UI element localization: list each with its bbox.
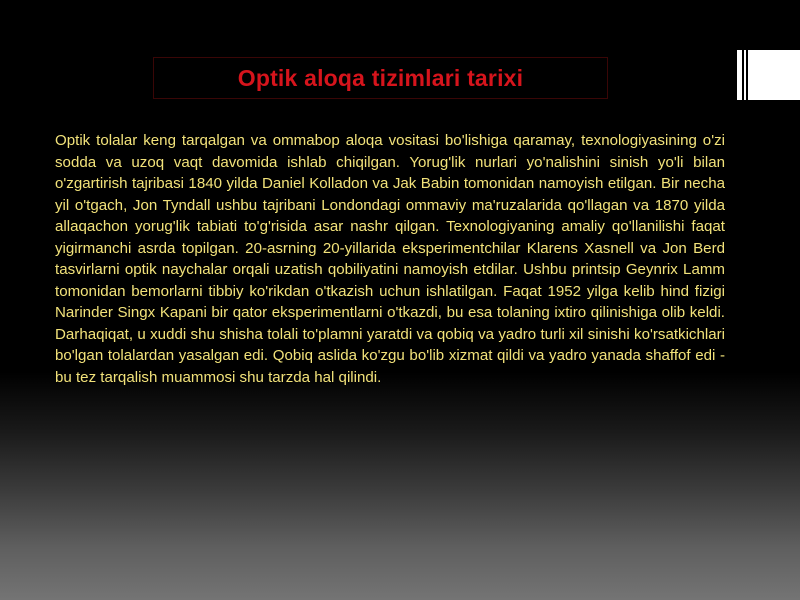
- title-box: [153, 57, 608, 99]
- slide-body-text: Optik tolalar keng tarqalgan va ommabop aloqa vositasi bo'lishiga qaramay, texnologiyasining o'zi sodda va uzoq vaqt davomida ishlab chiqilgan. Yorug'lik nurlari yo'nalishini sinish yo'li bilan o'zgartirish tajribasi 1840 yilda Daniel Kolladon va Jak Babin tomonidan namoyish etilgan. Bir necha yil o'tgach, Jon Tyndall ushbu tajribani Londondagi ommaviy ma'ruzalarida qo'llagan va 1870 yilda allaqachon yorug'lik tabiati to'g'risida asar nashr qilgan. Texnologiyaning amaliy qo'llanilishi faqat yigirmanchi asrda topilgan. 20-asrning 20-yillarida eksperimentchilar Klarens Xasnell va Jon Berd tasvirlarni optik naychalar orqali uzatish qobiliyatini namoyish etdilar. Ushbu printsip Geynrix Lamm tomonidan bemorlarni tibbiy ko'rikdan o'tkazish uchun ishlatilgan. Faqat 1952 yilga kelib hind fizigi Narinder Singx Kapani bir qator eksperimentlarni o'tkazdi, bu esa tolaning ixtiro qilinishiga olib keldi. Darhaqiqat, u xuddi shu shisha tolali to'plamni yaratdi va qobiq va yadro turli xil sinishi ko'rsatkichlari bo'lgan tolalardan yasalgan edi. Qobiq aslida ko'zgu bo'lib xizmat qildi va yadro yanada shaffof edi - bu tez tarqalish muammosi shu tarzda hal qilindi.: [55, 132, 725, 386]
- decoration-thin-bar: [744, 50, 746, 100]
- decoration-block: [748, 50, 800, 100]
- slide-title: Optik aloqa tizimlari tarixi: [237, 64, 524, 91]
- decoration-bar: [737, 50, 742, 100]
